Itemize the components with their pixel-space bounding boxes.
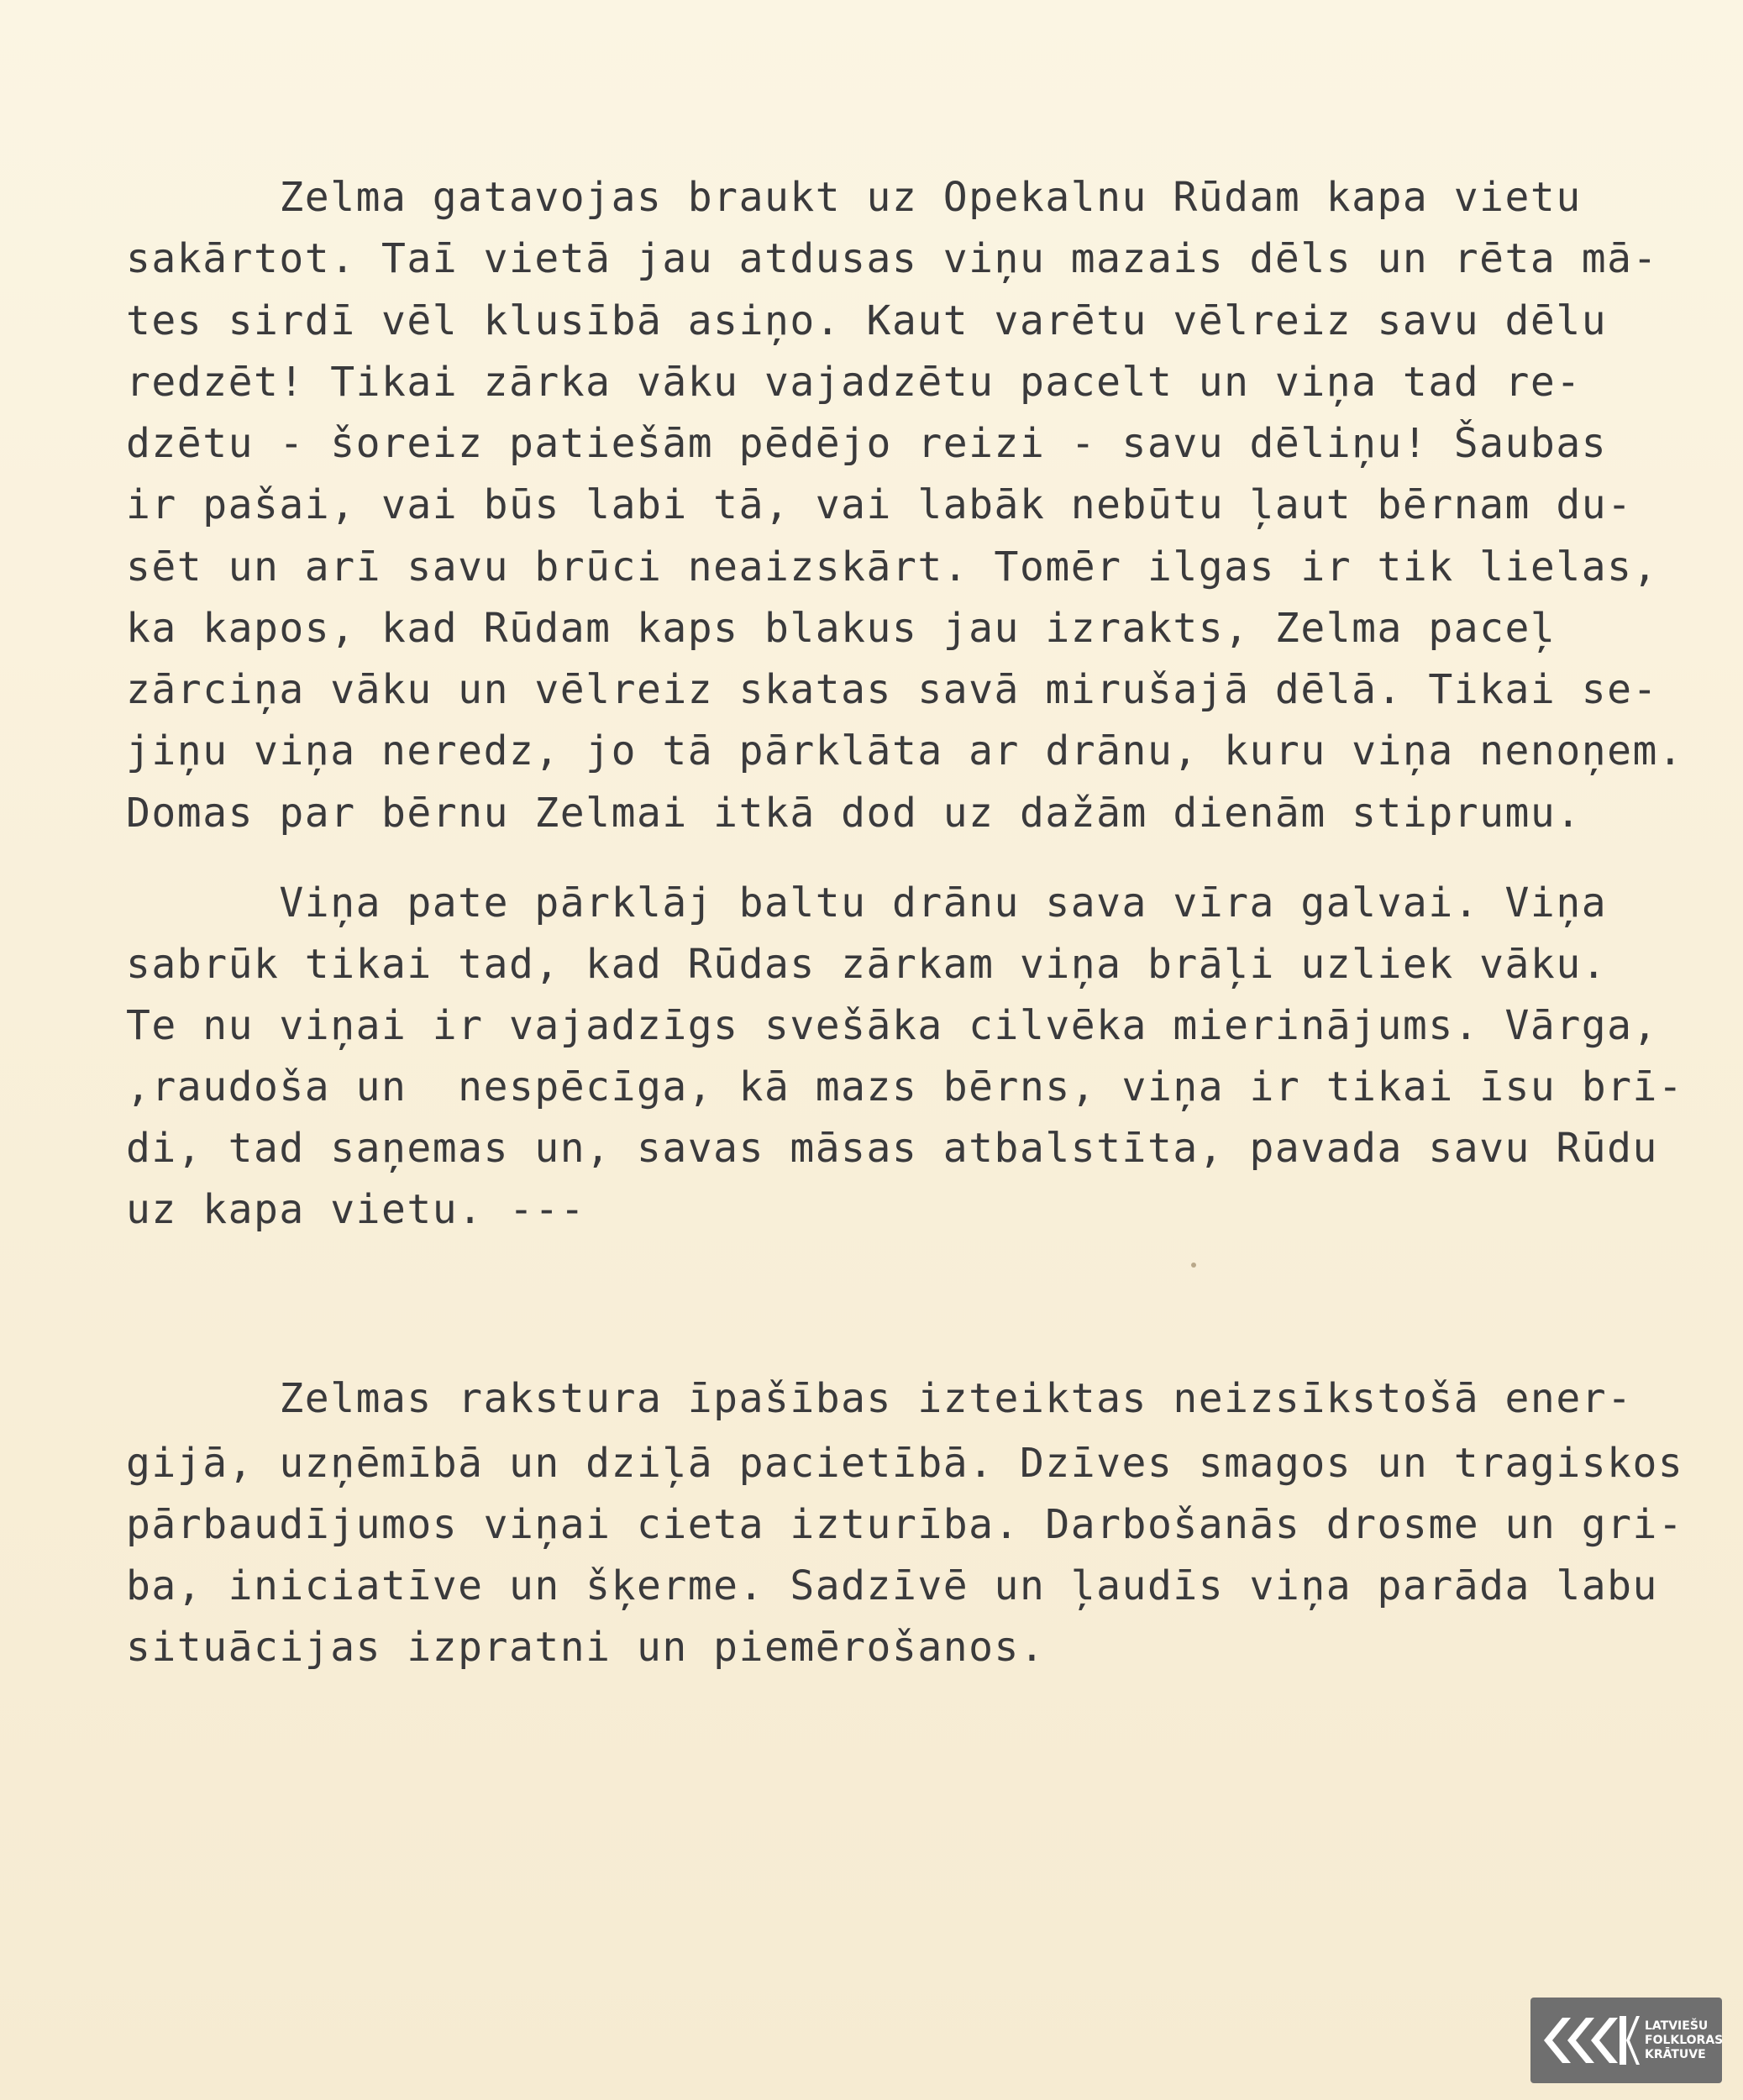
text-line: ,raudoša un nespēcīga, kā mazs bērns, viņa ir tikai īsu brī- [126,1063,1684,1110]
text-line: ka kapos, kad Rūdam kaps blakus jau izrakts, Zelma paceļ [126,605,1557,652]
text-line: sēt un arī savu brūci neaizskārt. Tomēr ilgas ir tik lielas, [126,543,1658,591]
text-line: jiņu viņa neredz, jo tā pārklāta ar drānu, kuru viņa nenoņem. [126,727,1684,774]
text-line: Te nu viņai ir vajadzīgs svešāka cilvēka mierinājums. Vārga, [126,1002,1658,1049]
text-line: Zelma gatavojas braukt uz Opekalnu Rūdam kapa vietu [126,174,1582,221]
text-line: redzēt! Tikai zārka vāku vajadzētu pacelt un viņa tad re- [126,359,1582,406]
logo-line: LATVIEŠU [1645,2019,1709,2033]
logo-chevrons-icon [1539,2008,1640,2073]
text-line: uz kapa vietu. --- [126,1186,586,1233]
text-line: ba, iniciatīve un šķerme. Sadzīvē un ļaudīs viņa parāda labu [126,1562,1658,1609]
text-line: Viņa pate pārklāj baltu drānu sava vīra galvai. Viņa [126,879,1608,927]
text-line: pārbaudījumos viņai cieta izturība. Darbošanās drosme un gri- [126,1501,1684,1548]
text-line: Domas par bērnu Zelmai itkā dod uz dažām dienām stiprumu. [126,790,1582,837]
text-line: zārciņa vāku un vēlreiz skatas savā mirušajā dēlā. Tikai se- [126,666,1658,713]
text-line: Zelmas rakstura īpašības izteiktas neizsīkstošā ener- [126,1375,1633,1422]
text-line: tes sirdī vēl klusībā asiņo. Kaut varētu vēlreiz savu dēlu [126,297,1608,344]
text-line: sakārtot. Taī vietā jau atdusas viņu mazais dēls un rēta mā- [126,235,1658,282]
text-line: sabrūk tikai tad, kad Rūdas zārkam viņa brāļi uzliek vāku. [126,941,1608,988]
logo-line: FOLKLORAS [1645,2033,1724,2047]
text-line: gijā, uzņēmībā un dziļā pacietībā. Dzīves smagos un tragiskos [126,1440,1684,1487]
text-line: ir pašai, vai būs labi tā, vai labāk nebūtu ļaut bērnam du- [126,481,1633,528]
logo-text [1645,2019,1723,2062]
text-line: di, tad saņemas un, savas māsas atbalstīta, pavada savu Rūdu [126,1125,1658,1172]
paper-speck [1191,1263,1196,1268]
text-line: dzētu - šoreiz patiešām pēdējo reizi - savu dēliņu! Šaubas [126,420,1608,467]
text-line: situācijas izpratni un piemērošanos. [126,1624,1046,1671]
logo-line: KRĀTUVE [1645,2047,1706,2061]
archive-logo [1530,1998,1722,2083]
